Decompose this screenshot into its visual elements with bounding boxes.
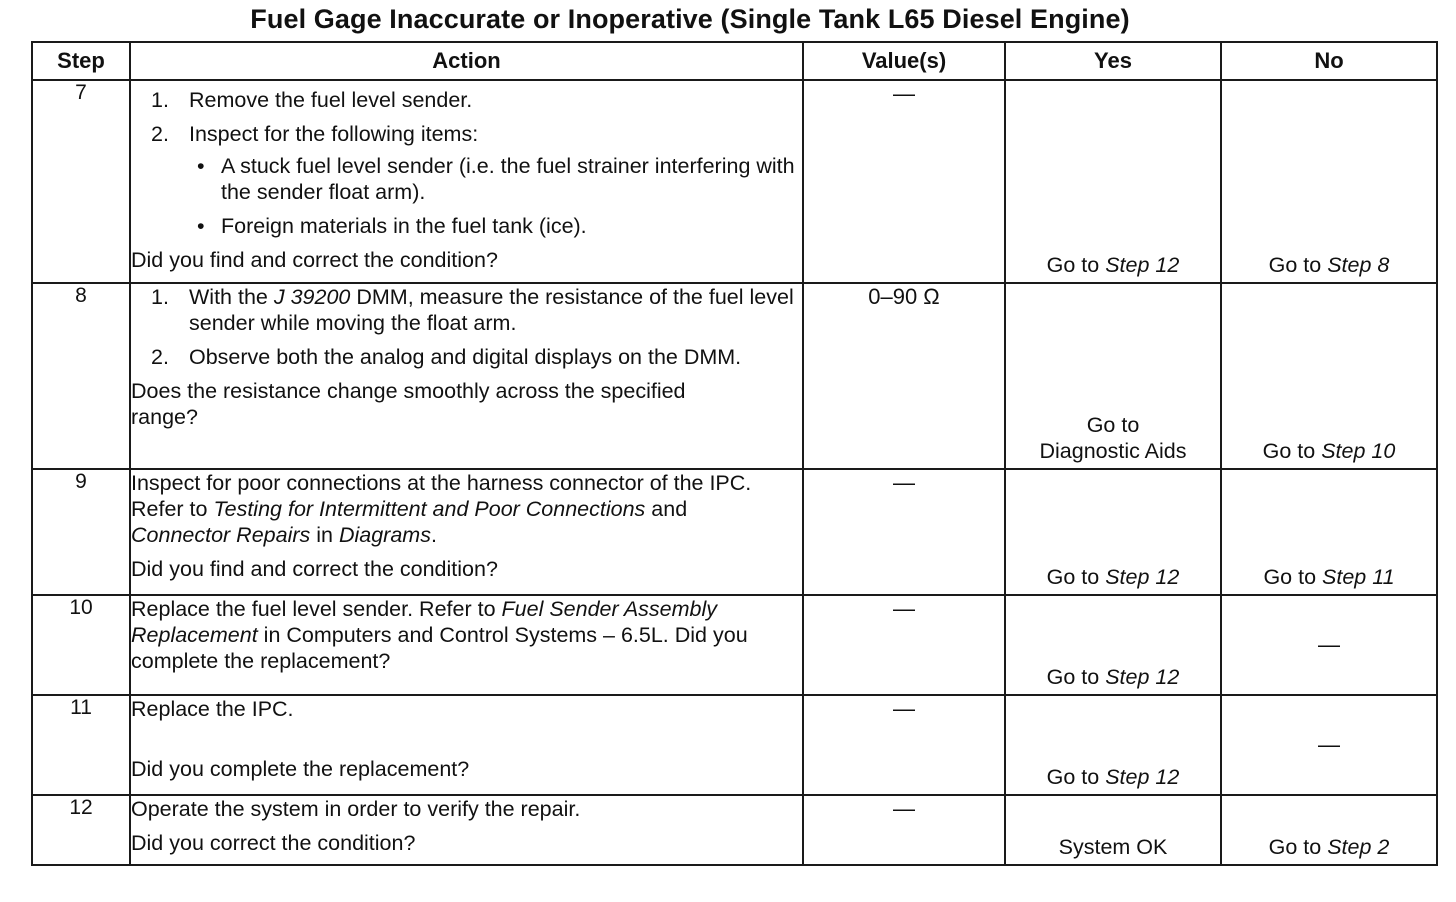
- question-text: Did you find and correct the condition?: [131, 557, 498, 581]
- column-header-action: Action: [130, 42, 803, 80]
- bullet-item: • Foreign materials in the fuel tank (ice).: [197, 214, 587, 238]
- page-title: Fuel Gage Inaccurate or Inoperative (Single Tank L65 Diesel Engine): [250, 4, 1130, 34]
- table-row-step-10: [32, 595, 1437, 695]
- table-row-step-12: [32, 795, 1437, 865]
- yes-result: Go to Step 12: [1046, 665, 1180, 689]
- table-row-step-9: [32, 469, 1437, 595]
- yes-result: Go to Step 12: [1046, 565, 1180, 589]
- step-number: 8: [32, 283, 130, 469]
- yes-result: Go to Step 12: [1046, 765, 1180, 789]
- table-row-step-8: [32, 283, 1437, 469]
- yes-cell: [1005, 283, 1221, 469]
- no-result: —: [1318, 732, 1340, 757]
- step-number: 11: [32, 695, 130, 795]
- yes-result: Go to Step 12: [1046, 253, 1180, 277]
- yes-cell: [1005, 595, 1221, 695]
- list-item: 2. Inspect for the following items:: [151, 122, 479, 146]
- diagnostic-table: [31, 41, 1438, 866]
- instruction-text: Inspect for poor connections at the harness connector of the IPC. Refer to Testing for Intermittent and Poor Connections and Connector Repairs in Diagrams.: [131, 471, 752, 547]
- no-cell: [1221, 469, 1437, 595]
- numbered-list: [131, 284, 802, 370]
- list-item: 1. With the J 39200 DMM, measure the resistance of the fuel level sender while moving the float arm.: [151, 285, 794, 335]
- table-header-row: [32, 42, 1437, 80]
- instruction-text: Replace the fuel level sender. Refer to Fuel Sender Assembly Replacement in Computers and Control Systems – 6.5L. Did you complete the replacement?: [131, 597, 748, 673]
- no-cell: [1221, 80, 1437, 283]
- question-text: Did you correct the condition?: [131, 831, 416, 855]
- value-cell: —: [803, 595, 1005, 695]
- step-number: 7: [32, 80, 130, 283]
- value-cell: —: [803, 695, 1005, 795]
- yes-cell: [1005, 469, 1221, 595]
- no-cell: [1221, 795, 1437, 865]
- column-header-step: Step: [32, 42, 130, 80]
- bullet-list: [131, 153, 802, 239]
- no-cell: [1221, 283, 1437, 469]
- yes-cell: [1005, 795, 1221, 865]
- list-item: 1. Remove the fuel level sender.: [151, 88, 473, 112]
- instruction-text: Operate the system in order to verify the repair.: [131, 797, 581, 821]
- value-cell: —: [803, 469, 1005, 595]
- column-header-no: No: [1221, 42, 1437, 80]
- step-number: 12: [32, 795, 130, 865]
- yes-result: Go to Diagnostic Aids: [1039, 413, 1187, 463]
- table-row-step-11: [32, 695, 1437, 795]
- value-cell: —: [803, 80, 1005, 283]
- action-cell: [130, 80, 803, 283]
- action-cell: [130, 695, 803, 795]
- question-text: Did you find and correct the condition?: [131, 248, 498, 272]
- no-result: Go to Step 10: [1262, 439, 1396, 463]
- no-result: Go to Step 11: [1263, 565, 1395, 589]
- instruction-text: Replace the IPC.: [131, 697, 294, 721]
- question-text: Does the resistance change smoothly across the specified range?: [131, 379, 686, 429]
- no-result: Go to Step 2: [1268, 835, 1390, 859]
- value-cell: 0–90 Ω: [803, 283, 1005, 469]
- no-cell: [1221, 695, 1437, 795]
- action-cell: [130, 469, 803, 595]
- question-text: Did you complete the replacement?: [131, 757, 470, 781]
- numbered-list: [131, 87, 802, 147]
- value-cell: —: [803, 795, 1005, 865]
- column-header-values: Value(s): [803, 42, 1005, 80]
- action-cell: [130, 595, 803, 695]
- list-item: 2. Observe both the analog and digital displays on the DMM.: [151, 345, 742, 369]
- step-number: 9: [32, 469, 130, 595]
- column-header-yes: Yes: [1005, 42, 1221, 80]
- bullet-item: • A stuck fuel level sender (i.e. the fuel strainer interfering with the sender float arm).: [197, 154, 795, 204]
- no-cell: [1221, 595, 1437, 695]
- action-cell: [130, 283, 803, 469]
- table-row-step-7: [32, 80, 1437, 283]
- action-cell: [130, 795, 803, 865]
- no-result: —: [1318, 632, 1340, 657]
- yes-cell: [1005, 80, 1221, 283]
- no-result: Go to Step 8: [1268, 253, 1390, 277]
- yes-cell: [1005, 695, 1221, 795]
- yes-result: System OK: [1058, 835, 1168, 859]
- step-number: 10: [32, 595, 130, 695]
